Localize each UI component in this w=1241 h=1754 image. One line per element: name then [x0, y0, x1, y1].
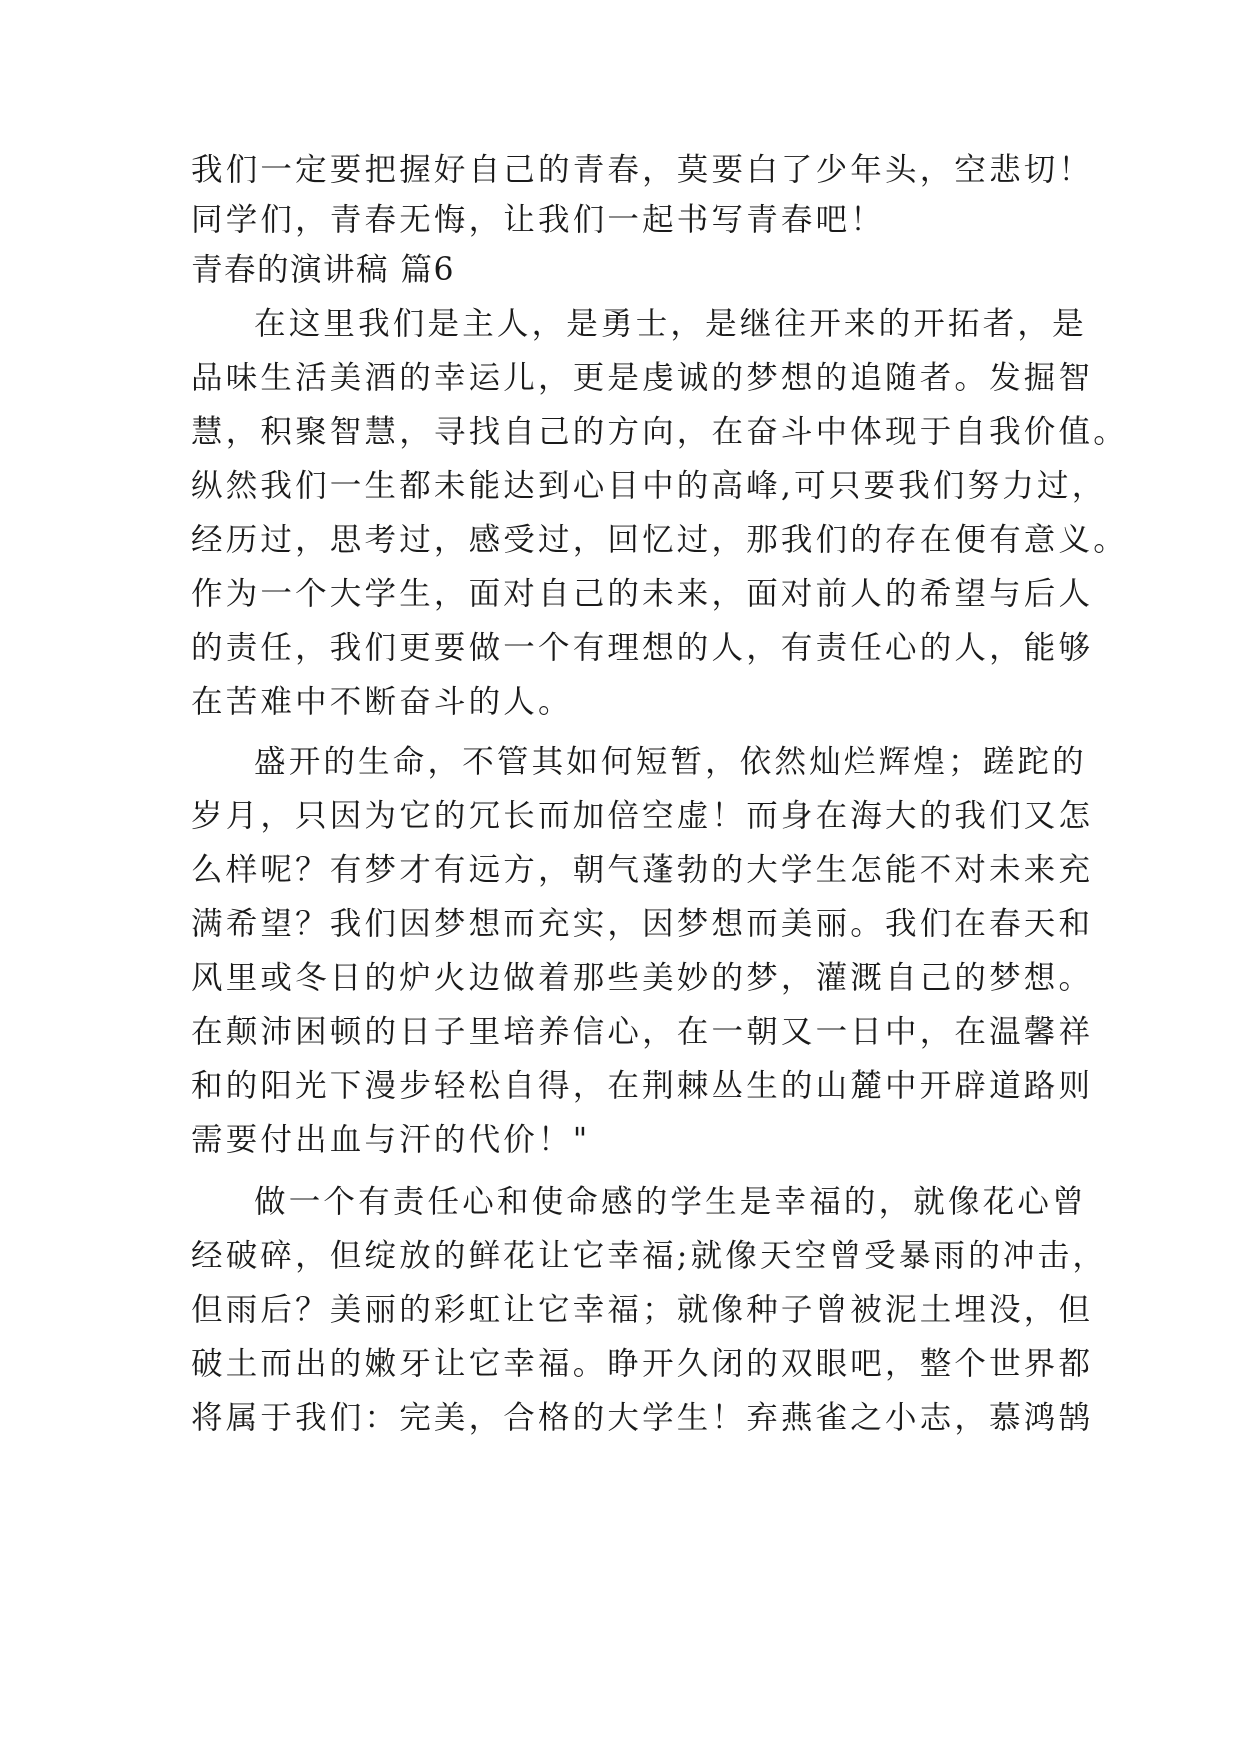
paragraph-line: 但雨后？美丽的彩虹让它幸福；就像种子曾被泥土埋没，但 — [191, 1292, 1094, 1328]
paragraph-line: 经破碎，但绽放的鲜花让它幸福;就像天空曾受暴雨的冲击， — [191, 1238, 1108, 1274]
paragraph-line: 岁月，只因为它的冗长而加倍空虚！而身在海大的我们又怎 — [191, 798, 1094, 834]
paragraph-line: 在苦难中不断奋斗的人。 — [191, 684, 573, 720]
paragraph-line: 在颠沛困顿的日子里培养信心，在一朝又一日中，在温馨祥 — [191, 1014, 1094, 1050]
paragraph-line: 作为一个大学生，面对自己的未来，面对前人的希望与后人 — [191, 576, 1094, 612]
paragraph-line: 在这里我们是主人，是勇士，是继往开来的开拓者，是 — [254, 306, 1087, 342]
paragraph-line: 盛开的生命，不管其如何短暂，依然灿烂辉煌；蹉跎的 — [254, 744, 1087, 780]
paragraph-line: 做一个有责任心和使命感的学生是幸福的，就像花心曾 — [254, 1184, 1087, 1220]
intro-line: 我们一定要把握好自己的青春，莫要白了少年头，空悲切！ — [191, 152, 1094, 188]
paragraph-line: 需要付出血与汗的代价！" — [191, 1122, 591, 1158]
paragraph-line: 满希望？我们因梦想而充实，因梦想而美丽。我们在春天和 — [191, 906, 1094, 942]
section-title: 青春的演讲稿 篇6 — [191, 252, 456, 288]
paragraph-line: 和的阳光下漫步轻松自得，在荆棘丛生的山麓中开辟道路则 — [191, 1068, 1094, 1104]
paragraph-line: 纵然我们一生都未能达到心目中的高峰,可只要我们努力过， — [191, 468, 1107, 504]
paragraph-line: 经历过，思考过，感受过，回忆过，那我们的存在便有意义。 — [191, 522, 1128, 558]
paragraph-line: 的责任，我们更要做一个有理想的人，有责任心的人，能够 — [191, 630, 1094, 666]
paragraph-line: 破土而出的嫩牙让它幸福。睁开久闭的双眼吧，整个世界都 — [191, 1346, 1094, 1382]
paragraph-line: 慧，积聚智慧，寻找自己的方向，在奋斗中体现于自我价值。 — [191, 414, 1128, 450]
paragraph-line: 将属于我们：完美，合格的大学生！弃燕雀之小志，慕鸿鹄 — [191, 1400, 1094, 1436]
intro-line: 同学们，青春无悔，让我们一起书写青春吧！ — [191, 202, 886, 238]
paragraph-line: 品味生活美酒的幸运儿，更是虔诚的梦想的追随者。发掘智 — [191, 360, 1094, 396]
paragraph-line: 么样呢？有梦才有远方，朝气蓬勃的大学生怎能不对未来充 — [191, 852, 1094, 888]
paragraph-line: 风里或冬日的炉火边做着那些美妙的梦，灌溉自己的梦想。 — [191, 960, 1094, 996]
